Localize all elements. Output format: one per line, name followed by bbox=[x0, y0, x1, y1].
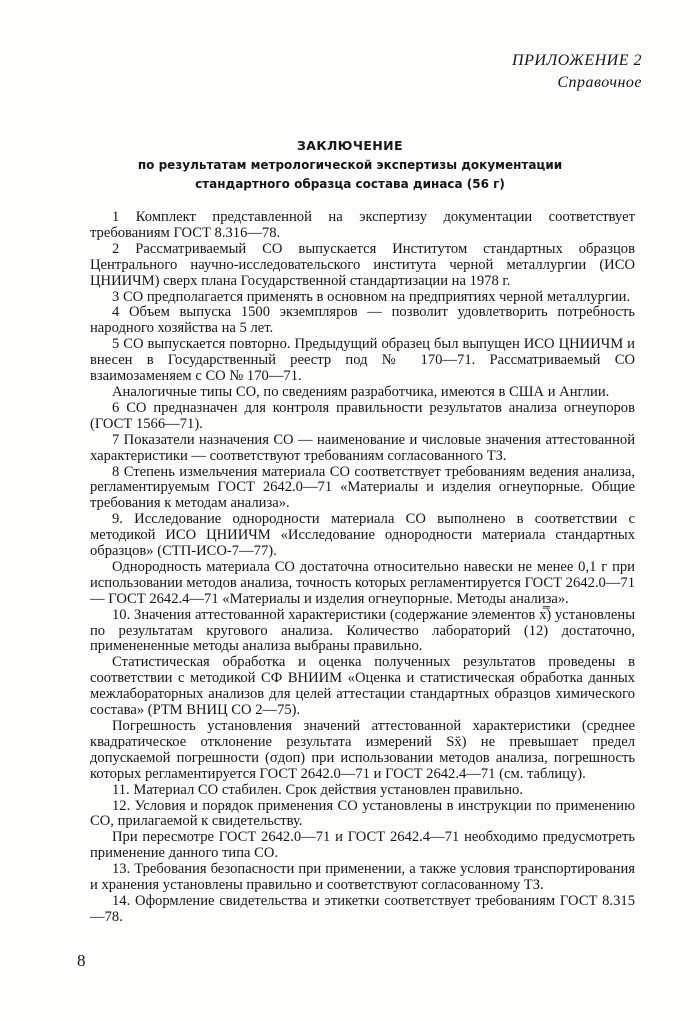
paragraph-11: 11. Материал СО стабилен. Срок действия установлен правильно. bbox=[112, 781, 523, 798]
paragraph-6: 6 СО предназначен для контроля правильности результатов анализа огнеупоров (ГОСТ 1566—71). bbox=[90, 399, 635, 432]
paragraph-12: 12. Условия и порядок применения СО установлены в инструкции по применению СО, прилагаемой к свидетельству. bbox=[90, 797, 635, 830]
page-number: 8 bbox=[77, 951, 86, 970]
paragraph-10: 10. Значения аттестованной характеристики (содержание элементов x̿) установлены по результатам кругового анализа. Количество лабораторий (12) достаточно, применененные методы анализа выбраны правильно. bbox=[90, 606, 635, 655]
paragraph-9-homogeneity: Однородность материала СО достаточна относительно навески не менее 0,1 г при использовании методов анализа, точность которых регламентируется ГОСТ 2642.0—71 — ГОСТ 2642.4—71 «Материалы и изделия огнеупорные. Методы анализа». bbox=[90, 558, 635, 607]
paragraph-9: 9. Исследование однородности материала СО выполнено в соответствии с методикой ИСО ЦНИИЧМ «Исследование однородности материала стандартных образцов» (СТП-ИСО-7—77). bbox=[90, 511, 635, 560]
paragraph-12-revision: При пересмотре ГОСТ 2642.0—71 и ГОСТ 2642.4—71 необходимо предусмотреть применение данного типа СО. bbox=[90, 829, 635, 862]
conclusion-body bbox=[90, 210, 635, 926]
paragraph-4: 4 Объем выпуска 1500 экземпляров — позволит удовлетворить потребность народного хозяйства на 5 лет. bbox=[90, 304, 635, 337]
paragraph-14: 14. Оформление свидетельства и этикетки соответствует требованиям ГОСТ 8.315—78. bbox=[90, 892, 635, 925]
paragraph-10-error: Погрешность установления значений аттестованной характеристики (среднее квадратическое отклонение результата измерений Sx̄) не превышает предел допускаемой погрешности (σдоп) при использовании методов анализа, погрешность которых регламентируется ГОСТ 2642.0—71 и ГОСТ 2642.4—71 (см. таблицу). bbox=[90, 718, 635, 782]
conclusion-heading bbox=[0, 136, 700, 194]
heading-subtitle-line1: по результатам метрологической экспертизы документации bbox=[137, 158, 563, 172]
paragraph-3: 3 СО предполагается применять в основном на предприятиях черной металлургии. bbox=[112, 288, 631, 305]
paragraph-8: 8 Степень измельчения материала СО соответствует требованиям ведения анализа, регламентируемым ГОСТ 2642.0—71 «Материалы и изделия огнеупорные. Общие требования к методам анализа». bbox=[90, 463, 635, 512]
paragraph-13: 13. Требования безопасности при применении, а также условия транспортирования и хранения установлены правильно и соответствуют согласованному ТЗ. bbox=[90, 861, 635, 894]
paragraph-2: 2 Рассматриваемый СО выпускается Институтом стандартных образцов Центрального научно-исследовательского института черной металлургии (ИСО ЦНИИЧМ) сверх плана Государственной стандартизации на 1978 г. bbox=[90, 240, 635, 289]
paragraph-5: 5 СО выпускается повторно. Предыдущий образец был выпущен ИСО ЦНИИЧМ и внесен в Государственный реестр под № 170—71. Рассматриваемый СО взаимозаменяем с СО № 170—71. bbox=[90, 336, 635, 385]
appendix-label: ПРИЛОЖЕНИЕ 2 bbox=[512, 52, 642, 69]
paragraph-10-statistics: Статистическая обработка и оценка полученных результатов проведены в соответствии с методикой СФ ВНИИМ «Оценка и статистическая обработка данных межлабораторных анализов для целей аттестации стандартных образцов химического состава» (РТМ ВНИЦ СО 2—75). bbox=[90, 654, 635, 719]
paragraph-5-analogs: Аналогичные типы СО, по сведениям разработчика, имеются в США и Англии. bbox=[112, 383, 610, 400]
appendix-sublabel: Справочное bbox=[557, 74, 642, 91]
heading-title: ЗАКЛЮЧЕНИЕ bbox=[297, 138, 403, 153]
paragraph-7: 7 Показатели назначения СО — наименование и числовые значения аттестованной характеристики — соответствуют требованиям согласованного ТЗ. bbox=[90, 431, 635, 464]
paragraph-1: 1 Комплект представленной на экспертизу документации соответствует требованиям ГОСТ 8.316—78. bbox=[90, 209, 635, 241]
appendix-block bbox=[512, 50, 642, 94]
heading-subtitle-line2: стандартного образца состава динаса (56 г) bbox=[195, 177, 505, 191]
